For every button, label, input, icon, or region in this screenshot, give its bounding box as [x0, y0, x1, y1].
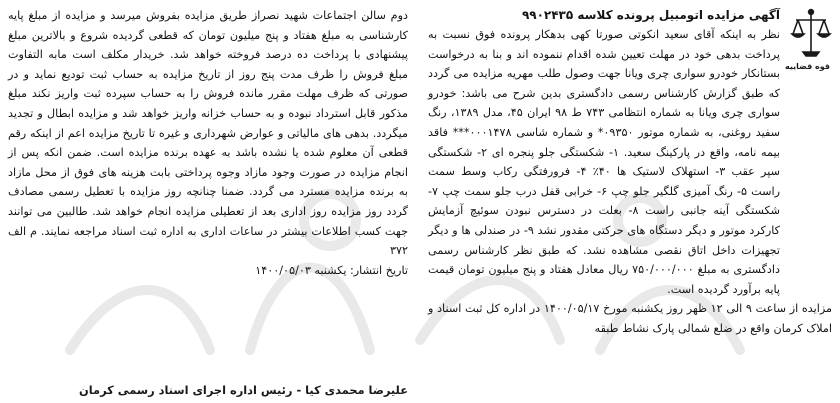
- right-column: [428, 6, 832, 339]
- notice-body-left: دوم سالن اجتماعات شهید نصراز طریق مزایده بفروش میرسد و مزایده از مبلغ پایه کارشناسی به مبلغ هفتاد و پنج میلیون تومان که قطعی گردیده شروع و بالاترین مبلغ پیشنهادی با پرداخت ده درصد فروخته خواهد شد. خریدار مکلف است مابه التفاوت مبلغ فروش را ظرف مدت پنج روز از تاریخ مزایده به حساب ثبت تودیع نماید و در صورتی که ظرف مهلت مقرر مانده فروش را به حساب سپرده ثبت واریز نکند مبلغ مذکور قابل استرداد نبوده و به حساب خزانه واریز خواهد شد و مزایده ابطال و تجدید میگردد. بدهی های مالیاتی و عوارض شهرداری و غیره تا تاریخ مزایده اعم از اینکه رقم قطعی آن معلوم شده یا نشده باشد به عهده برنده مزایده است. ضمن انکه پس از انجام مزایده در صورت وجود مازاد وجوه پرداختی بابت هزینه های فوق از محل مازاد به برنده مزایده مسترد می گردد. ضمنا چنانچه روز مزایده با تعطیل رسمی مصادف گردد روز مزایده روز اداری بعد از تعطیلی مزایده انجام خواهد شد. طالبین می توانند جهت کسب اطلاعات بیشتر در ساعات اداری به اداره ثبت اسناد مراجعه نمایند. م الف ۳۷۲: [8, 9, 408, 258]
- publish-date: تاریخ انتشار: یکشنبه ۱۴۰۰/۰۵/۰۳: [255, 263, 408, 277]
- auction-time-paragraph: مزایده از ساعت ۹ الی ۱۲ ظهر روز یکشنبه مورخ ۱۴۰۰/۰۵/۱۷ در اداره کل ثبت اسناد و املاک کرمان واقع در ضلع شمالی پارک نشاط طبقه: [428, 302, 832, 335]
- notice-body-right: نظر به اینکه آقای سعید انکوتی صورتا کهی بدهکار پرونده فوق نسبت به پرداخت بدهی خود در مهلت تعیین شده اقدام ننموده اند و بنا به درخواست بستانکار خودرو سواری چری ویانا جهت وصول طلب مهریه مزایده می گردد که طبق گزارش کارشناس رسمی دادگستری بدین شرح می باشد: خودرو سواری چری ویانا به شماره انتظامی ۷۴۳ ط ۹۸ ایران ۴۵، مدل ۱۳۸۹، رنگ سفید روغنی، به شماره موتور ۰۹۳۵۰* و شماره شاسی ۰۰۰۱۴۷۸*** فاقد بیمه نامه، واقع در پارکینگ سعید. ۱- شکستگی جلو پنجره ای ۲- شکستگی سپر عقب ۳- استهلاک لاستیک ها ۴۰٪ ۴- فرورفتگی رکاب وسط سمت راست ۵- رنگ آمیزی گلگیر جلو چپ ۶- خرابی قفل درب جلو سمت چپ ۷- شکستگی آینه جانبی راست ۸- بعلت در دسترس نبودن سوئیچ آزمایش کارکرد موتور و دیگر دستگاه های حرکتی مقدور نشد ۹- در صندلی ها و دیگر تجهیزات داخل اتاق نقصی مشاهده نشد. که طبق نظر کارشناس رسمی دادگستری به مبلغ ۷۵۰/۰۰۰/۰۰۰ ریال معادل هفتاد و پنج میلیون تومان قیمت پایه برآورد گردیده است.: [428, 28, 780, 296]
- left-column: [8, 6, 408, 280]
- notice-title: آگهی مزایده اتومبیل پرونده کلاسه ۹۹۰۲۴۳۵: [521, 8, 780, 22]
- emblem-caption: قوه قضاییه: [784, 62, 830, 71]
- signature-line: علیرضا محمدی کیا - رئیس اداره اجرای اسناد رسمی کرمان: [79, 383, 408, 397]
